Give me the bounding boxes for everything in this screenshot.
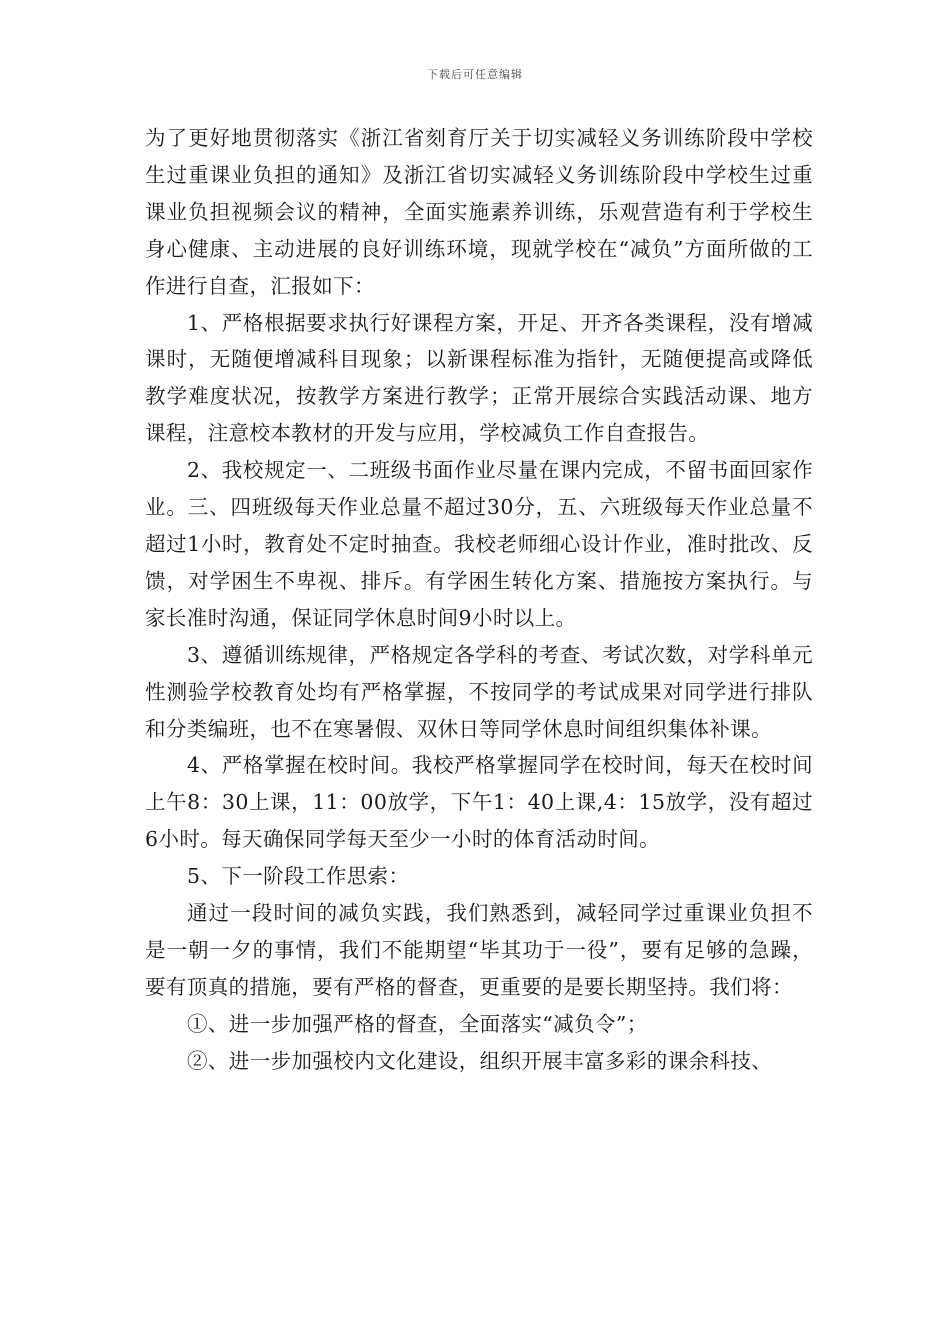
paragraph-item-3: 3、遵循训练规律，严格规定各学科的考查、考试次数，对学科单元性测验学校教育处均有严格掌握，不按同学的考试成果对同学进行排队和分类编班，也不在寒暑假、双休日等同学休息时间组织集体补课。 (145, 642, 813, 741)
paragraph-item-1: 1、严格根据要求执行好课程方案，开足、开齐各类课程，没有增减课时，无随便增减科目现象；以新课程标准为指针，无随便提高或降低教学难度状况，按教学方案进行教学；正常开展综合实践活动课、地方课程，注意校本教材的开发与应用，学校减负工作自查报告。 (145, 310, 813, 446)
paragraph-item-5: 5、下一阶段工作思索： (187, 864, 410, 889)
page-header-note: 下载后可任意编辑 (427, 68, 523, 81)
paragraph-intro: 为了更好地贯彻落实《浙江省刻育厅关于切实减轻义务训练阶段中学校生过重课业负担的通知》及浙江省切实减轻义务训练阶段中学校生过重课业负担视频会议的精神，全面实施素养训练，乐观营造有利于学校生身心健康、主动进展的良好训练环境，现就学校在“减负”方面所做的工作进行自查，汇报如下： (145, 126, 813, 298)
document-body (145, 120, 813, 1080)
paragraph-plan-2: ②、进一步加强校内文化建设，组织开展丰富多彩的课余科技、 (187, 1048, 773, 1073)
paragraph-reflection: 通过一段时间的减负实践，我们熟悉到，减轻同学过重课业负担不是一朝一夕的事情，我们不能期望“毕其功于一役”，要有足够的急躁，要有顶真的措施，要有严格的督查，更重要的是要长期坚持。我们将： (145, 901, 813, 999)
paragraph-item-2: 2、我校规定一、二班级书面作业尽量在课内完成，不留书面回家作业。三、四班级每天作业总量不超过30分，五、六班级每天作业总量不超过1小时，教育处不定时抽查。我校老师细心设计作业，准时批改、反馈，对学困生不卑视、排斥。有学困生转化方案、措施按方案执行。与家长准时沟通，保证同学休息时间9小时以上。 (145, 458, 813, 630)
paragraph-item-4: 4、严格掌握在校时间。我校严格掌握同学在校时间，每天在校时间上午8：30上课，11：00放学，下午1：40上课,4：15放学，没有超过6小时。每天确保同学每天至少一小时的体育活动时间。 (145, 753, 813, 852)
paragraph-plan-1: ①、进一步加强严格的督查，全面落实“减负令”； (187, 1011, 648, 1036)
